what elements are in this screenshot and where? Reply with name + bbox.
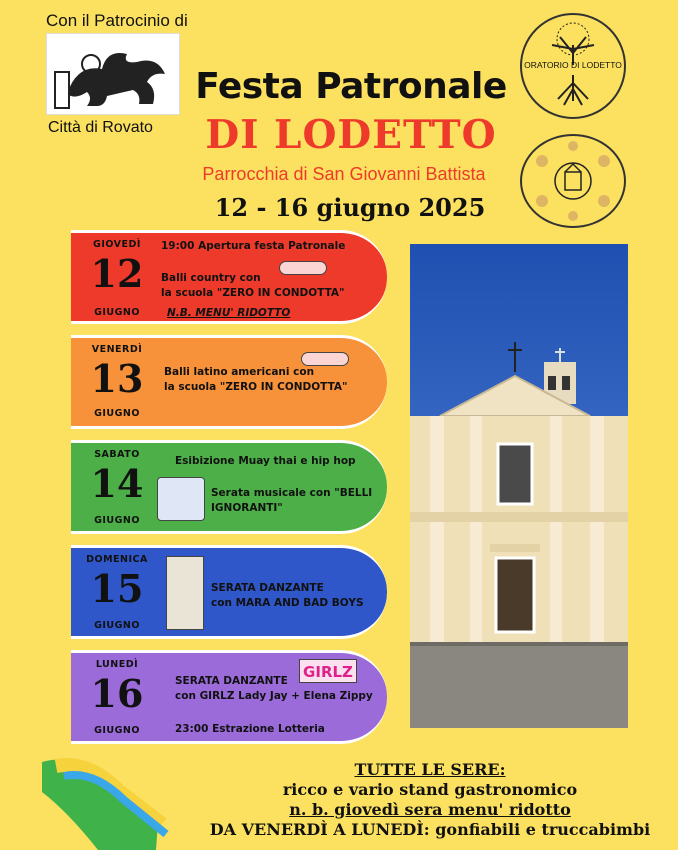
event-line: 19:00 Apertura festa Patronale (161, 240, 346, 252)
day-month: GIUGNO (94, 515, 140, 526)
day-band-monday (71, 650, 387, 744)
day-of-week: DOMENICA (86, 554, 148, 565)
day-number: 13 (90, 356, 144, 401)
event-line: la scuola "ZERO IN CONDOTTA" (161, 287, 345, 299)
dance-school-logo (279, 261, 327, 275)
day-of-week: LUNEDÌ (95, 659, 139, 670)
singer-photo (166, 556, 204, 630)
day-month: GIUGNO (94, 307, 140, 318)
event-title: Festa Patronale (195, 66, 507, 107)
event-line: SERATA DANZANTE (211, 582, 324, 594)
dance-school-logo (301, 352, 349, 366)
footer-line: n. b. giovedì sera menu' ridotto (289, 800, 571, 819)
day-band-saturday (71, 440, 387, 534)
footer-line: ricco e vario stand gastronomico (282, 780, 578, 799)
girlz-logo: GIRLZ (299, 659, 357, 683)
footer-line: TUTTE LE SERE: (354, 760, 506, 779)
event-line: con GIRLZ Lady Jay + Elena Zippy (175, 690, 373, 702)
day-month: GIUGNO (94, 408, 140, 419)
day-band-sunday (71, 545, 387, 639)
event-line: Balli latino americani con (164, 366, 315, 378)
day-month: GIUGNO (94, 725, 140, 736)
event-line: la scuola "ZERO IN CONDOTTA" (164, 381, 348, 393)
event-dates: 12 - 16 giugno 2025 (214, 193, 486, 222)
event-line: Esibizione Muay thai e hip hop (175, 455, 356, 467)
patronage-label: Con il Patrocinio di (46, 11, 188, 30)
parish-festival-logo (520, 134, 626, 228)
footer-notes (190, 760, 670, 840)
day-of-week: GIOVEDÌ (93, 239, 141, 250)
day-of-week: SABATO (94, 449, 140, 460)
city-crest-image (46, 33, 180, 115)
parish-label: Parrocchia di San Giovanni Battista (202, 164, 486, 184)
event-line: SERATA DANZANTE (175, 675, 288, 687)
event-line: Serata musicale con "BELLI (211, 487, 373, 499)
event-note: N.B. MENU' RIDOTTO (167, 307, 291, 319)
day-of-week: VENERDÌ (91, 344, 143, 355)
day-number: 15 (90, 566, 144, 611)
oratorio-logo-text: ORATORIO DI LODETTO (524, 60, 622, 70)
city-label: Città di Rovato (48, 119, 153, 136)
day-month: GIUGNO (94, 620, 140, 631)
event-subtitle: DI LODETTO (205, 112, 497, 158)
event-line: con MARA AND BAD BOYS (211, 597, 364, 609)
event-line: 23:00 Estrazione Lotteria (175, 723, 325, 735)
church-photo (410, 244, 628, 728)
day-band-friday (71, 335, 387, 429)
footer-line: DA VENERDÌ A LUNEDÌ: gonfiabili e truccabimbi (209, 820, 651, 839)
event-line: IGNORANTI" (211, 502, 283, 514)
day-number: 16 (90, 671, 144, 716)
day-band-thursday (71, 230, 387, 324)
band-photo (157, 477, 205, 521)
event-line: Balli country con (161, 272, 261, 284)
inflatable-slide-image (38, 752, 188, 850)
day-number: 12 (90, 251, 144, 296)
day-number: 14 (90, 461, 144, 506)
